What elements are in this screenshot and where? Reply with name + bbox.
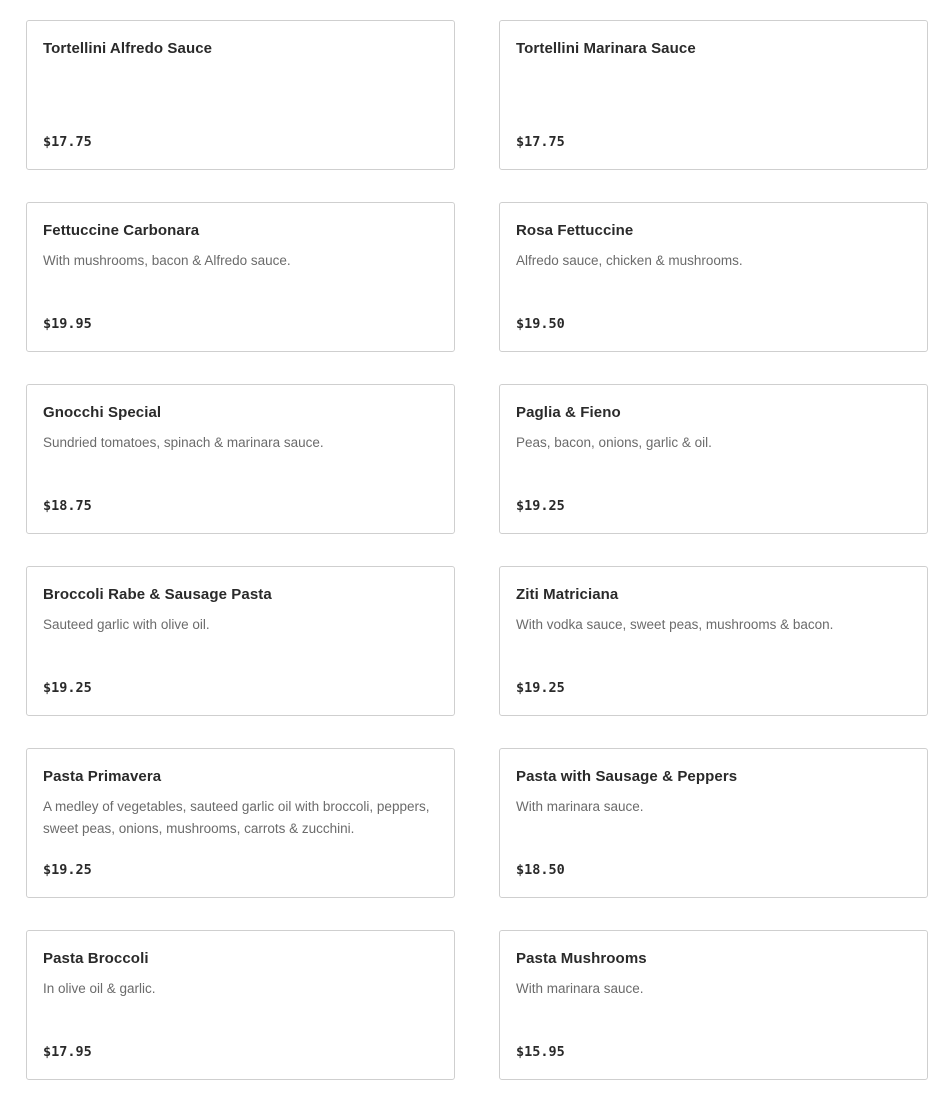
menu-item-description: Sauteed garlic with olive oil. (43, 617, 210, 632)
menu-item-card[interactable] (26, 748, 455, 898)
menu-item-name: Tortellini Marinara Sauce (516, 40, 696, 57)
menu-item-name: Rosa Fettuccine (516, 222, 634, 239)
menu-item-card[interactable] (499, 384, 928, 534)
menu-item-card[interactable] (26, 20, 455, 170)
menu-item-price: $19.95 (43, 316, 92, 332)
menu-item-price: $17.95 (43, 1044, 92, 1060)
menu-item-name: Fettuccine Carbonara (43, 222, 200, 239)
menu-item-price: $19.25 (43, 680, 92, 696)
menu-item-price: $19.50 (516, 316, 565, 332)
menu-item-card[interactable] (499, 202, 928, 352)
menu-item-price: $15.95 (516, 1044, 565, 1060)
menu-item-description: With marinara sauce. (516, 981, 644, 996)
menu-item-name: Pasta with Sausage & Peppers (516, 768, 738, 785)
menu-grid (26, 20, 928, 1080)
menu-item-description: With marinara sauce. (516, 799, 644, 814)
menu-item-price: $17.75 (516, 134, 565, 150)
menu-item-price: $17.75 (43, 134, 92, 150)
menu-item-card[interactable] (26, 566, 455, 716)
menu-item-name: Broccoli Rabe & Sausage Pasta (43, 586, 272, 603)
menu-item-name: Tortellini Alfredo Sauce (43, 40, 213, 57)
menu-item-name: Paglia & Fieno (516, 404, 621, 421)
menu-item-card[interactable] (499, 20, 928, 170)
menu-item-card[interactable] (499, 748, 928, 898)
menu-item-description: With vodka sauce, sweet peas, mushrooms & bacon. (516, 617, 834, 632)
menu-item-name: Pasta Mushrooms (516, 950, 647, 967)
menu-item-name: Gnocchi Special (43, 404, 162, 421)
menu-item-name: Pasta Primavera (43, 768, 162, 785)
menu-item-card[interactable] (26, 202, 455, 352)
menu-item-name: Pasta Broccoli (43, 950, 149, 967)
menu-item-name: Ziti Matriciana (516, 586, 619, 603)
menu-item-price: $18.50 (516, 862, 565, 878)
menu-item-card[interactable] (26, 384, 455, 534)
menu-item-price: $18.75 (43, 498, 92, 514)
menu-item-description: Sundried tomatoes, spinach & marinara sauce. (43, 435, 324, 450)
menu-item-card[interactable] (499, 930, 928, 1080)
menu-item-card[interactable] (499, 566, 928, 716)
menu-item-price: $19.25 (43, 862, 92, 878)
menu-item-price: $19.25 (516, 498, 565, 514)
menu-item-card[interactable] (26, 930, 455, 1080)
menu-item-description: In olive oil & garlic. (43, 981, 156, 996)
menu-item-description: Peas, bacon, onions, garlic & oil. (516, 435, 712, 450)
menu-item-description: With mushrooms, bacon & Alfredo sauce. (43, 253, 291, 268)
menu-item-description: A medley of vegetables, sauteed garlic oil with broccoli, peppers, sweet peas, onions, mushrooms, carrots & zucchini. (43, 799, 430, 836)
menu-item-price: $19.25 (516, 680, 565, 696)
menu-item-description: Alfredo sauce, chicken & mushrooms. (516, 253, 743, 268)
